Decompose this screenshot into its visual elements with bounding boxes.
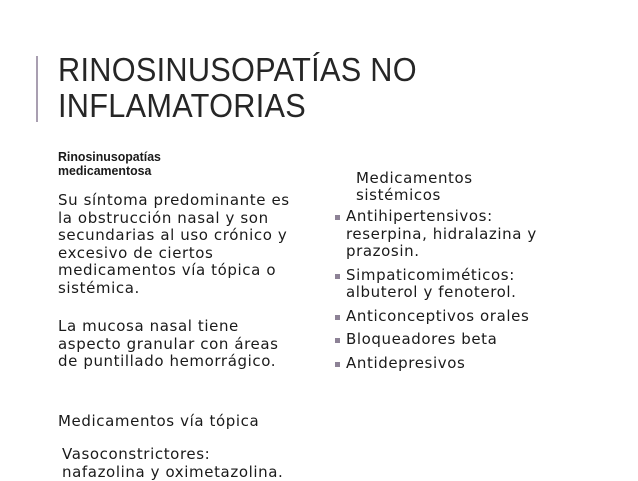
systemic-medications-list bbox=[333, 208, 537, 378]
paragraph-line: aspecto granular con áreas bbox=[58, 336, 279, 354]
paragraph-line: Medicamentos vía tópica bbox=[58, 413, 259, 431]
square-bullet-icon bbox=[335, 338, 340, 343]
heading-line: sistémicos bbox=[356, 187, 473, 204]
square-bullet-icon bbox=[335, 215, 340, 220]
symptom-paragraph bbox=[58, 192, 290, 297]
section-subheading bbox=[58, 150, 161, 178]
paragraph-line: secundarias al uso crónico y bbox=[58, 227, 290, 245]
list-item-line: Simpaticomiméticos: bbox=[346, 267, 537, 285]
slide-title-line-2: INFLAMATORIAS bbox=[58, 88, 417, 124]
paragraph-line: Su síntoma predominante es bbox=[58, 192, 290, 210]
slide-title bbox=[58, 52, 417, 124]
mucosa-paragraph bbox=[58, 318, 279, 371]
title-accent-bar bbox=[36, 56, 38, 122]
list-item-line: Anticonceptivos orales bbox=[346, 308, 537, 326]
list-item-line: prazosin. bbox=[346, 243, 537, 261]
paragraph-line: La mucosa nasal tiene bbox=[58, 318, 279, 336]
list-item bbox=[333, 355, 537, 373]
list-item bbox=[333, 267, 537, 302]
square-bullet-icon bbox=[335, 274, 340, 279]
list-item bbox=[333, 331, 537, 349]
subheading-line-1: Rinosinusopatías bbox=[58, 150, 161, 164]
paragraph-line: excesivo de ciertos bbox=[58, 245, 290, 263]
paragraph-line: de puntillado hemorrágico. bbox=[58, 353, 279, 371]
paragraph-line: la obstrucción nasal y son bbox=[58, 210, 290, 228]
list-item bbox=[333, 208, 537, 261]
list-item-line: Bloqueadores beta bbox=[346, 331, 537, 349]
list-item-line: albuterol y fenoterol. bbox=[346, 284, 537, 302]
systemic-medications-heading bbox=[356, 170, 473, 204]
list-item-line: reserpina, hidralazina y bbox=[346, 226, 537, 244]
list-item bbox=[333, 308, 537, 326]
square-bullet-icon bbox=[335, 362, 340, 367]
list-item-line: Antihipertensivos: bbox=[346, 208, 537, 226]
vasoconstrictors-paragraph bbox=[62, 446, 283, 481]
square-bullet-icon bbox=[335, 315, 340, 320]
paragraph-line: Vasoconstrictores: bbox=[62, 446, 283, 464]
list-item-line: Antidepresivos bbox=[346, 355, 537, 373]
paragraph-line: nafazolina y oximetazolina. bbox=[62, 464, 283, 481]
paragraph-line: medicamentos vía tópica o bbox=[58, 262, 290, 280]
heading-line: Medicamentos bbox=[356, 170, 473, 187]
subheading-line-2: medicamentosa bbox=[58, 164, 161, 178]
topical-medications-heading bbox=[58, 413, 259, 431]
slide-title-line-1: RINOSINUSOPATÍAS NO bbox=[58, 52, 417, 88]
paragraph-line: sistémica. bbox=[58, 280, 290, 298]
